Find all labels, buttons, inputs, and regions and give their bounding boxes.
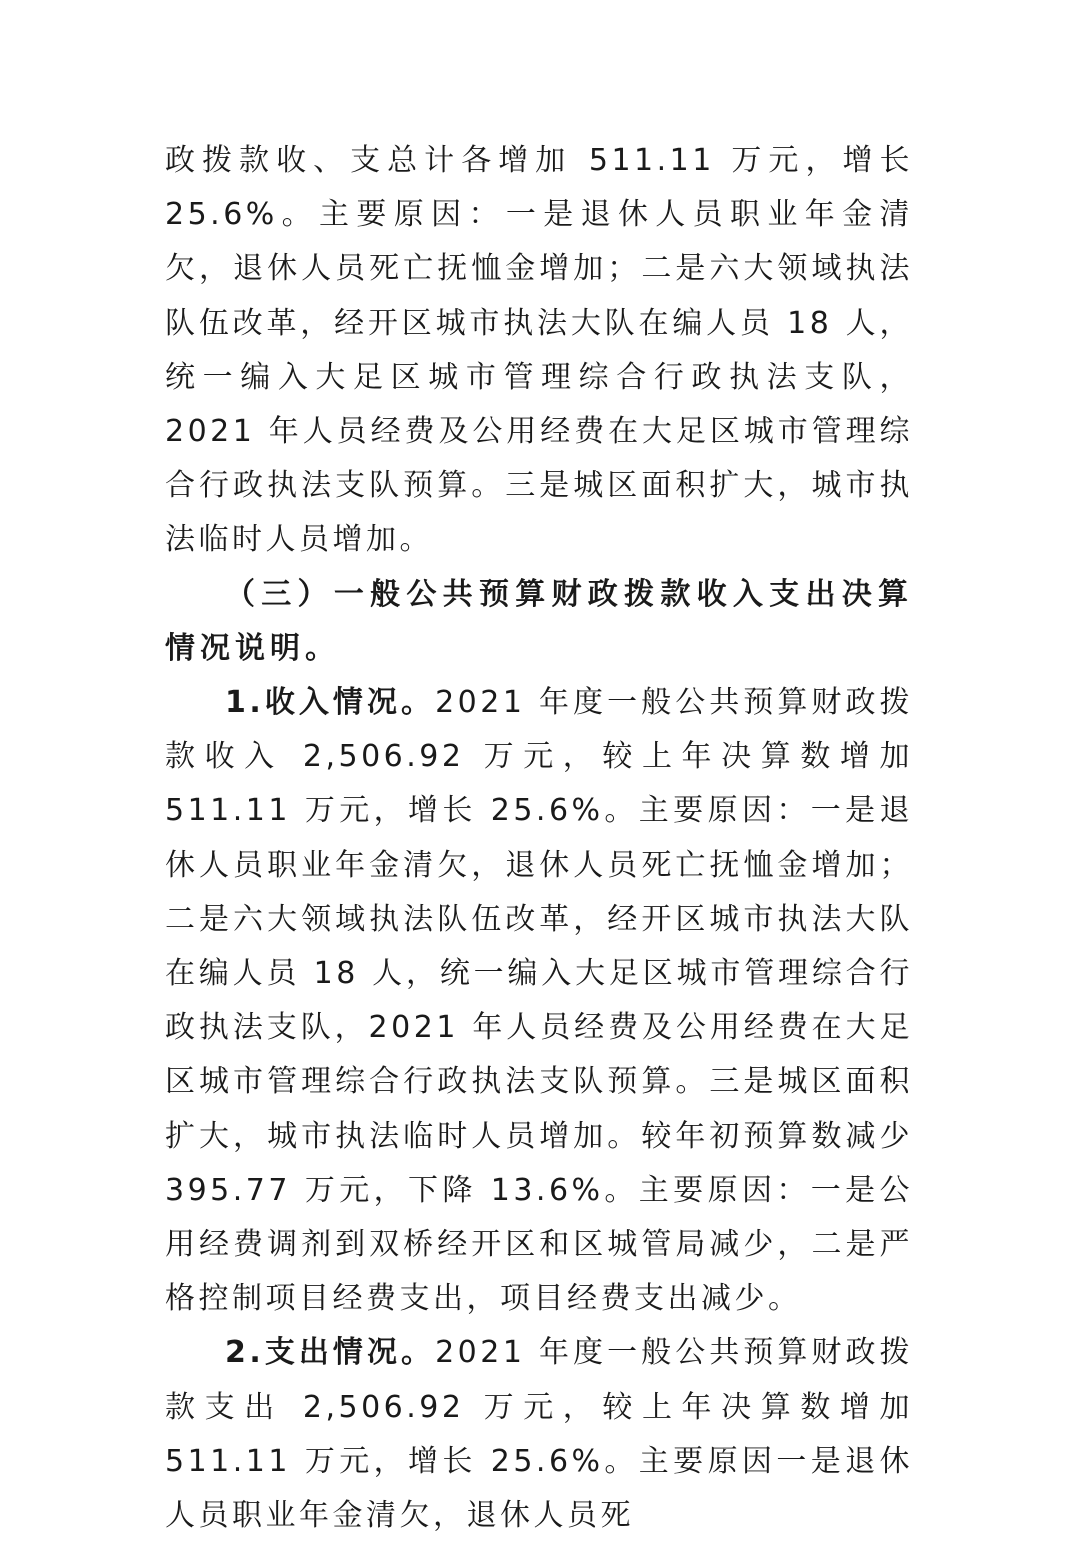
section-heading: （三）一般公共预算财政拨款收入支出决算情况说明。 <box>165 576 913 666</box>
paragraph-body: 2021 年度一般公共预算财政拨款支出 2,506.92 万元，较上年决算数增加 511.11 万元，增长 25.6%。主要原因一是退休人员职业年金清欠，退休人员死 <box>165 1335 913 1534</box>
paragraph-expenditure <box>165 1326 913 1543</box>
paragraph-continuation: 政拨款收、支总计各增加 511.11 万元，增长 25.6%。主要原因：一是退休人员职业年金清欠，退休人员死亡抚恤金增加；二是六大领域执法队伍改革，经开区城市执法大队在编人员 18 人，统一编入大足区城市管理综合行政执法支队，2021 年人员经费及公用经费在大足区城市管理综合行政执法支队预算。三是城区面积扩大，城市执法临时人员增加。 <box>165 143 913 558</box>
paragraph-lead: 2.支出情况。 <box>225 1335 436 1371</box>
document-page <box>165 134 913 1543</box>
paragraph-income <box>165 676 913 1326</box>
paragraph-lead: 1.收入情况。 <box>225 685 436 721</box>
paragraph-body: 2021 年度一般公共预算财政拨款收入 2,506.92 万元，较上年决算数增加 511.11 万元，增长 25.6%。主要原因：一是退休人员职业年金清欠，退休人员死亡抚恤金增加；二是六大领域执法队伍改革，经开区城市执法大队在编人员 18 人，统一编入大足区城市管理综合行政执法支队，2021 年人员经费及公用经费在大足区城市管理综合行政执法支队预算。三是城区面积扩大，城市执法临时人员增加。较年初预算数减少 395.77 万元，下降 13.6%。主要原因：一是公用经费调剂到双桥经开区和区城管局减少，二是严格控制项目经费支出，项目经费支出减少。 <box>165 685 913 1317</box>
